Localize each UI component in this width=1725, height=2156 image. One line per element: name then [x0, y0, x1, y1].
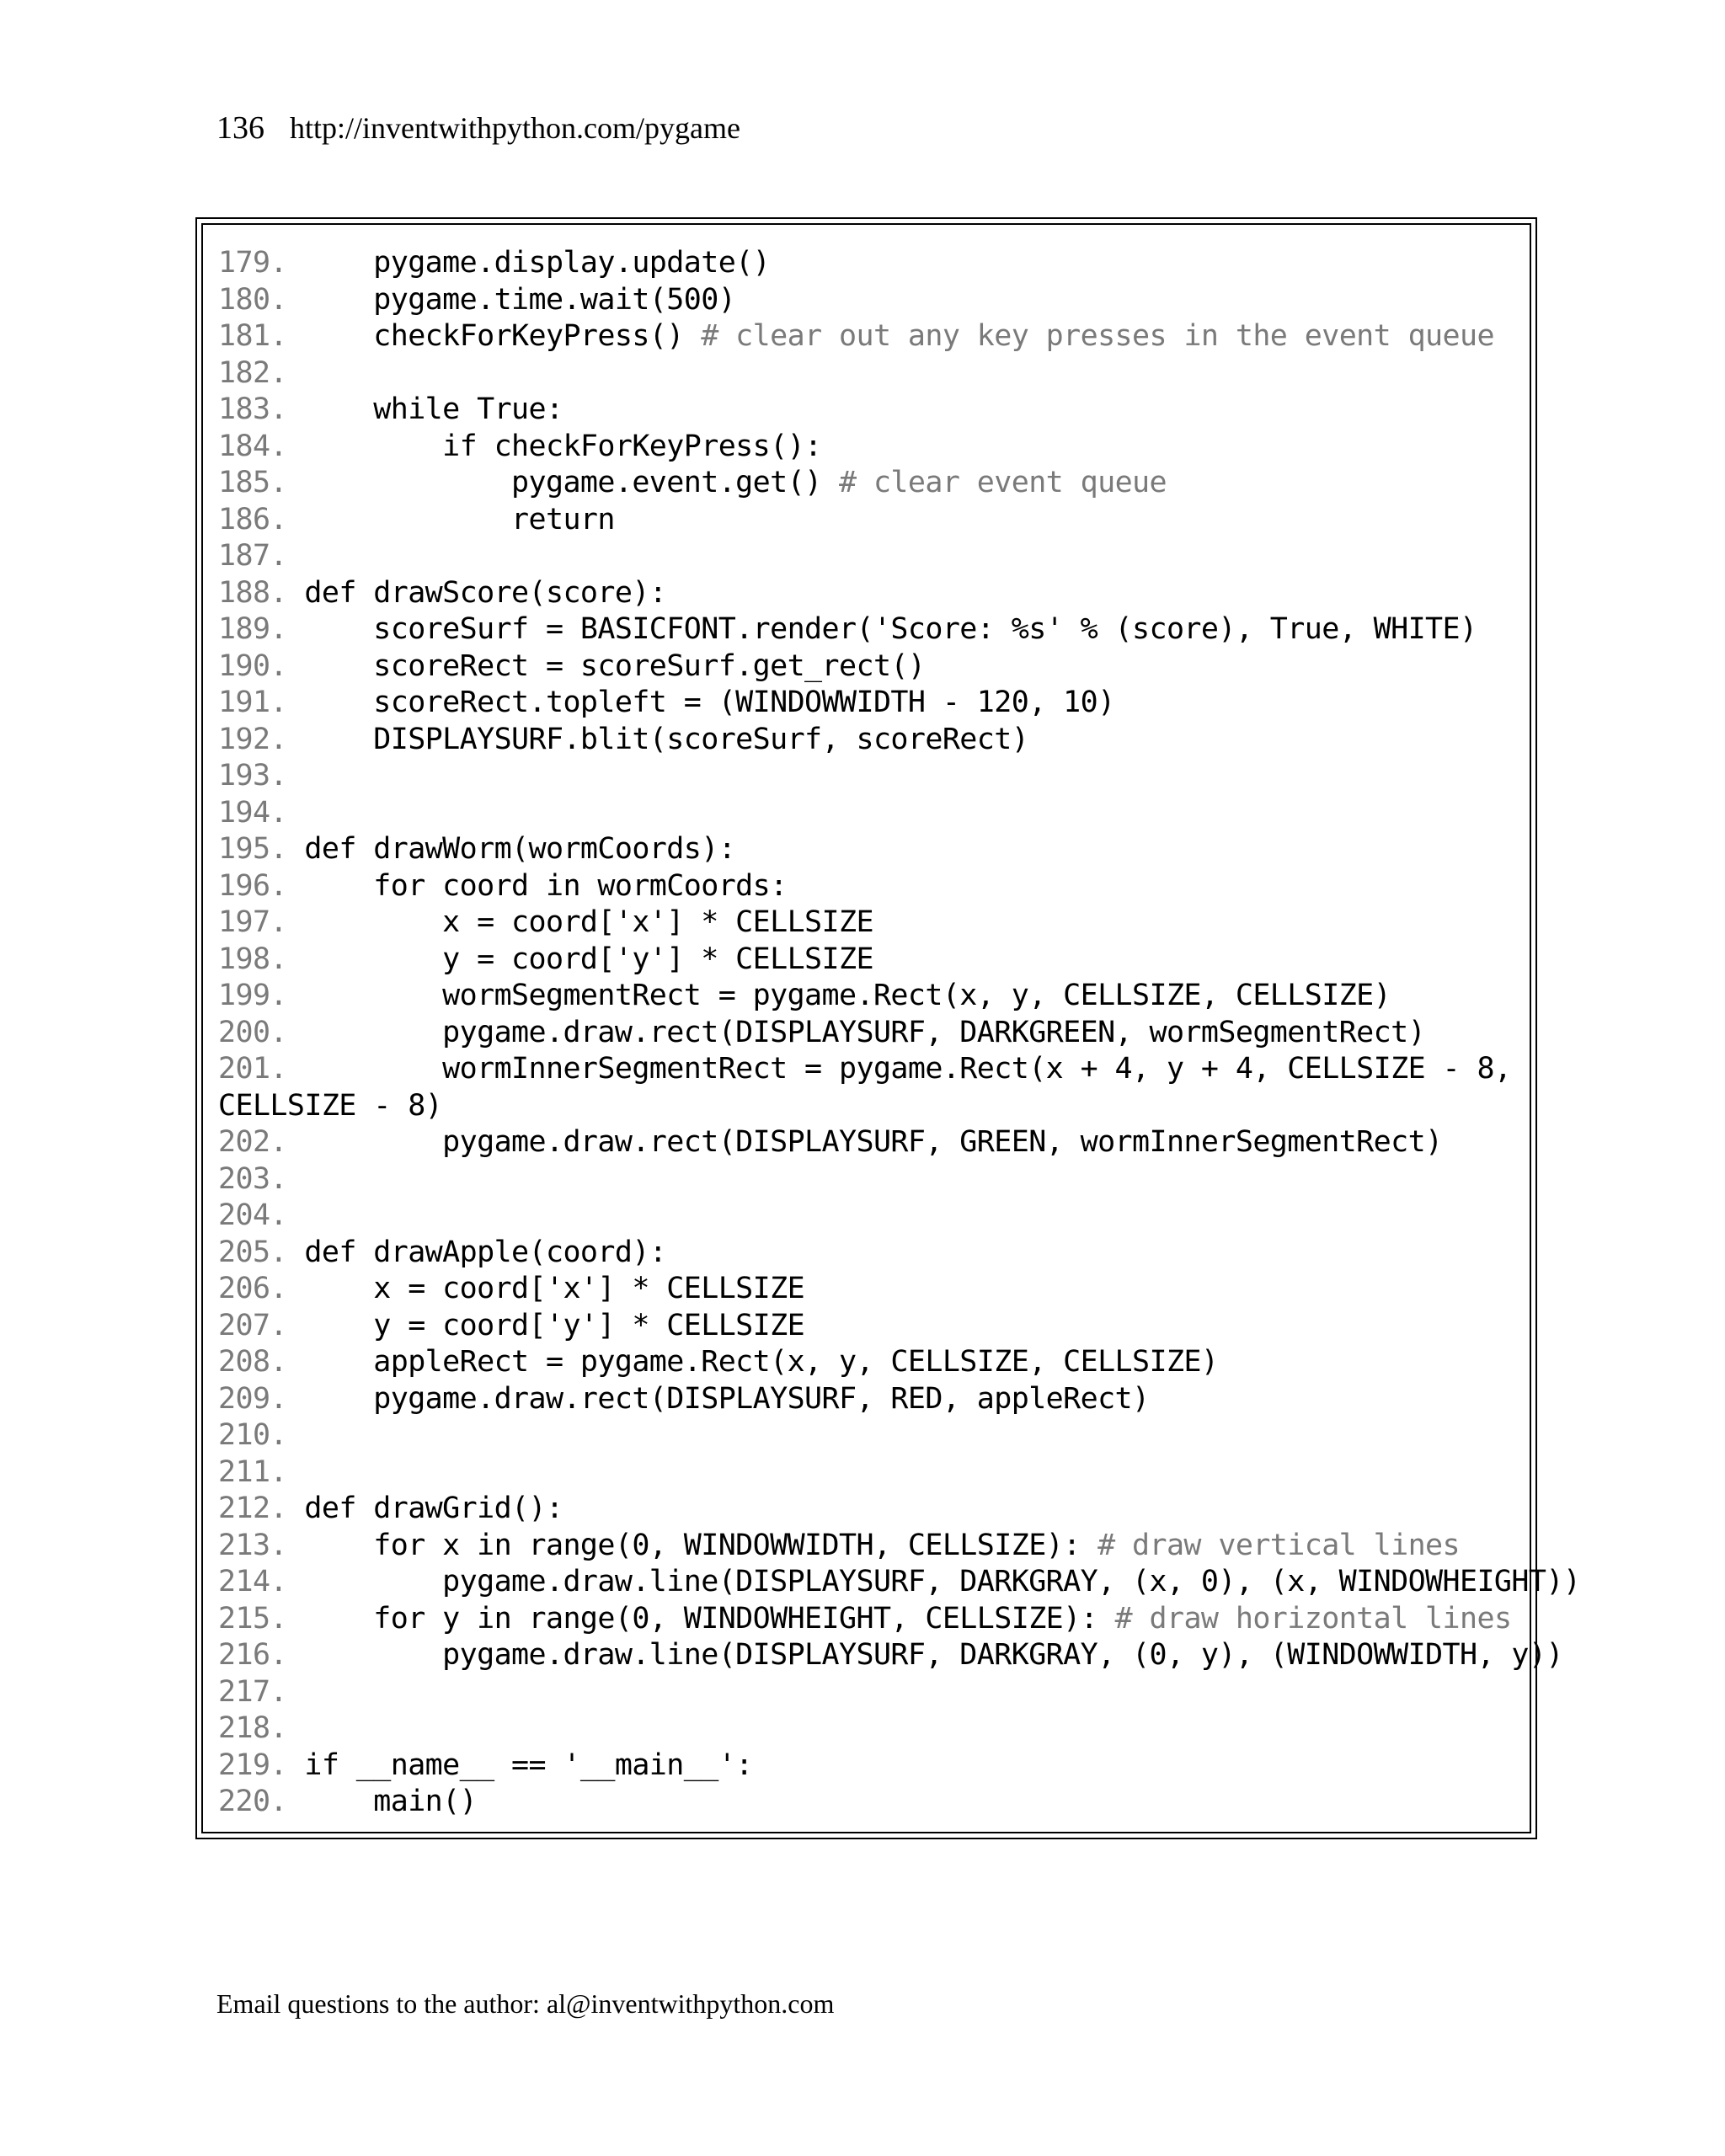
code-line	[218, 1674, 1580, 1711]
code-line	[218, 758, 1580, 795]
line-number: 214.	[218, 1565, 287, 1598]
code-line	[218, 1051, 1580, 1088]
page-number: 136	[216, 110, 264, 146]
line-number: 184.	[218, 429, 287, 463]
line-number: 211.	[218, 1454, 287, 1489]
code-text: pygame.draw.line(DISPLAYSURF, DARKGRAY, (0, y), (WINDOWWIDTH, y))	[304, 1638, 1563, 1672]
line-number: 180.	[218, 282, 287, 317]
line-number: 200.	[218, 1015, 287, 1049]
line-number: 209.	[218, 1381, 287, 1416]
code-line	[218, 1235, 1580, 1272]
code-text: y = coord['y'] * CELLSIZE	[304, 1308, 805, 1342]
code-line	[218, 502, 1580, 539]
code-line	[218, 1528, 1580, 1565]
code-text: pygame.draw.line(DISPLAYSURF, DARKGRAY, (x, 0), (x, WINDOWHEIGHT))	[304, 1565, 1581, 1598]
code-text: checkForKeyPress()	[304, 319, 702, 353]
code-line	[218, 795, 1580, 832]
code-text: pygame.display.update()	[304, 246, 771, 280]
code-text: pygame.event.get()	[304, 466, 840, 499]
code-text: def drawApple(coord):	[304, 1235, 667, 1269]
code-line	[218, 722, 1580, 759]
code-text: pygame.draw.rect(DISPLAYSURF, DARKGREEN, wormSegmentRect)	[304, 1015, 1426, 1049]
line-number: 205.	[218, 1235, 287, 1269]
code-text: pygame.time.wait(500)	[304, 282, 736, 317]
code-line	[218, 1308, 1580, 1345]
code-line	[218, 1601, 1580, 1638]
code-text: CELLSIZE - 8)	[218, 1088, 443, 1123]
line-number: 185.	[218, 466, 287, 499]
code-text: pygame.draw.rect(DISPLAYSURF, RED, appleRect)	[304, 1381, 1150, 1416]
line-number: 199.	[218, 979, 287, 1012]
line-number: 219.	[218, 1748, 287, 1782]
line-number: 220.	[218, 1785, 287, 1818]
code-line	[218, 905, 1580, 942]
code-text: for coord in wormCoords:	[304, 868, 788, 903]
code-line	[218, 1748, 1580, 1785]
code-text: scoreSurf = BASICFONT.render('Score: %s' % (score), True, WHITE)	[304, 612, 1477, 646]
code-line	[218, 831, 1580, 868]
code-line	[218, 282, 1580, 319]
line-number: 186.	[218, 502, 287, 536]
code-line	[218, 1454, 1580, 1492]
code-line	[218, 1271, 1580, 1308]
line-number: 215.	[218, 1601, 287, 1636]
code-line	[218, 978, 1580, 1015]
code-text: scoreRect.topleft = (WINDOWWIDTH - 120, 10)	[304, 686, 1115, 719]
code-line	[218, 1161, 1580, 1198]
code-text: for x in range(0, WINDOWWIDTH, CELLSIZE):	[304, 1528, 1098, 1562]
code-text: y = coord['y'] * CELLSIZE	[304, 942, 873, 976]
line-number: 181.	[218, 319, 287, 353]
line-number: 197.	[218, 905, 287, 939]
code-text: return	[304, 502, 615, 536]
code-line	[218, 465, 1580, 502]
code-text: def drawScore(score):	[304, 575, 667, 610]
code-comment: # draw horizontal lines	[1114, 1601, 1512, 1636]
code-line	[218, 868, 1580, 905]
line-number: 179.	[218, 246, 287, 280]
line-number: 207.	[218, 1308, 287, 1342]
code-listing-inner-border	[201, 223, 1581, 1833]
line-number: 198.	[218, 942, 287, 976]
code-comment: # clear event queue	[839, 466, 1167, 499]
line-number: 190.	[218, 648, 287, 683]
line-number: 206.	[218, 1272, 287, 1305]
code-text: pygame.draw.rect(DISPLAYSURF, GREEN, wormInnerSegmentRect)	[304, 1125, 1443, 1159]
line-number: 193.	[218, 759, 287, 792]
line-number: 218.	[218, 1711, 287, 1745]
code-line	[218, 1637, 1580, 1674]
line-number: 213.	[218, 1528, 287, 1562]
code-line	[218, 1015, 1580, 1052]
code-text: def drawGrid():	[304, 1492, 563, 1525]
code-line	[218, 392, 1580, 429]
line-number: 187.	[218, 539, 287, 573]
code-line	[218, 648, 1580, 686]
code-comment: # clear out any key presses in the event queue	[701, 319, 1494, 353]
code-line	[218, 1124, 1580, 1161]
page-header	[216, 108, 740, 148]
code-text: appleRect = pygame.Rect(x, y, CELLSIZE, CELLSIZE)	[304, 1345, 1219, 1379]
code-text: x = coord['x'] * CELLSIZE	[304, 1272, 805, 1305]
code-line	[218, 1198, 1580, 1235]
line-number: 183.	[218, 392, 287, 426]
code-line	[218, 1344, 1580, 1381]
line-number: 203.	[218, 1161, 287, 1196]
code-line	[218, 1564, 1580, 1601]
code-line	[218, 1417, 1580, 1454]
line-number: 202.	[218, 1125, 287, 1159]
line-number: 201.	[218, 1052, 287, 1086]
code-text: if checkForKeyPress():	[304, 429, 822, 463]
code-text: def drawWorm(wormCoords):	[304, 832, 736, 866]
line-number: 188.	[218, 575, 287, 610]
code-line	[218, 538, 1580, 575]
code-text: for y in range(0, WINDOWHEIGHT, CELLSIZE):	[304, 1601, 1115, 1636]
code-line	[218, 575, 1580, 612]
code-line	[218, 1784, 1580, 1821]
code-line	[218, 611, 1580, 648]
line-number: 189.	[218, 612, 287, 646]
line-number: 192.	[218, 722, 287, 756]
code-text: scoreRect = scoreSurf.get_rect()	[304, 648, 926, 683]
line-number: 195.	[218, 832, 287, 866]
header-url: http://inventwithpython.com/pygame	[290, 111, 740, 145]
code-text: wormInnerSegmentRect = pygame.Rect(x + 4, y + 4, CELLSIZE - 8,	[304, 1052, 1512, 1086]
code-line	[218, 429, 1580, 466]
code-text: if __name__ == '__main__':	[304, 1748, 753, 1782]
code-line	[218, 685, 1580, 722]
code-text: wormSegmentRect = pygame.Rect(x, y, CELLSIZE, CELLSIZE)	[304, 979, 1391, 1012]
code-line	[218, 1491, 1580, 1528]
code-line	[218, 1381, 1580, 1418]
line-number: 210.	[218, 1418, 287, 1452]
code-text: main()	[304, 1785, 478, 1818]
code-line	[218, 355, 1580, 392]
page-footer: Email questions to the author: al@inventwithpython.com	[216, 1988, 835, 2019]
code-comment: # draw vertical lines	[1097, 1528, 1460, 1562]
line-number: 191.	[218, 686, 287, 719]
line-number: 196.	[218, 868, 287, 903]
code-listing	[218, 245, 1580, 1821]
line-number: 208.	[218, 1345, 287, 1379]
line-number: 212.	[218, 1492, 287, 1525]
code-text: while True:	[304, 392, 563, 426]
code-text: x = coord['x'] * CELLSIZE	[304, 905, 873, 939]
code-line	[218, 942, 1580, 979]
code-line	[218, 318, 1580, 355]
code-line	[218, 1088, 1580, 1125]
code-text: DISPLAYSURF.blit(scoreSurf, scoreRect)	[304, 722, 1029, 756]
line-number: 217.	[218, 1674, 287, 1709]
line-number: 182.	[218, 355, 287, 390]
code-listing-box	[195, 217, 1581, 1839]
line-number: 194.	[218, 795, 287, 830]
code-line	[218, 245, 1580, 282]
line-number: 204.	[218, 1198, 287, 1232]
line-number: 216.	[218, 1638, 287, 1672]
code-line	[218, 1710, 1580, 1748]
